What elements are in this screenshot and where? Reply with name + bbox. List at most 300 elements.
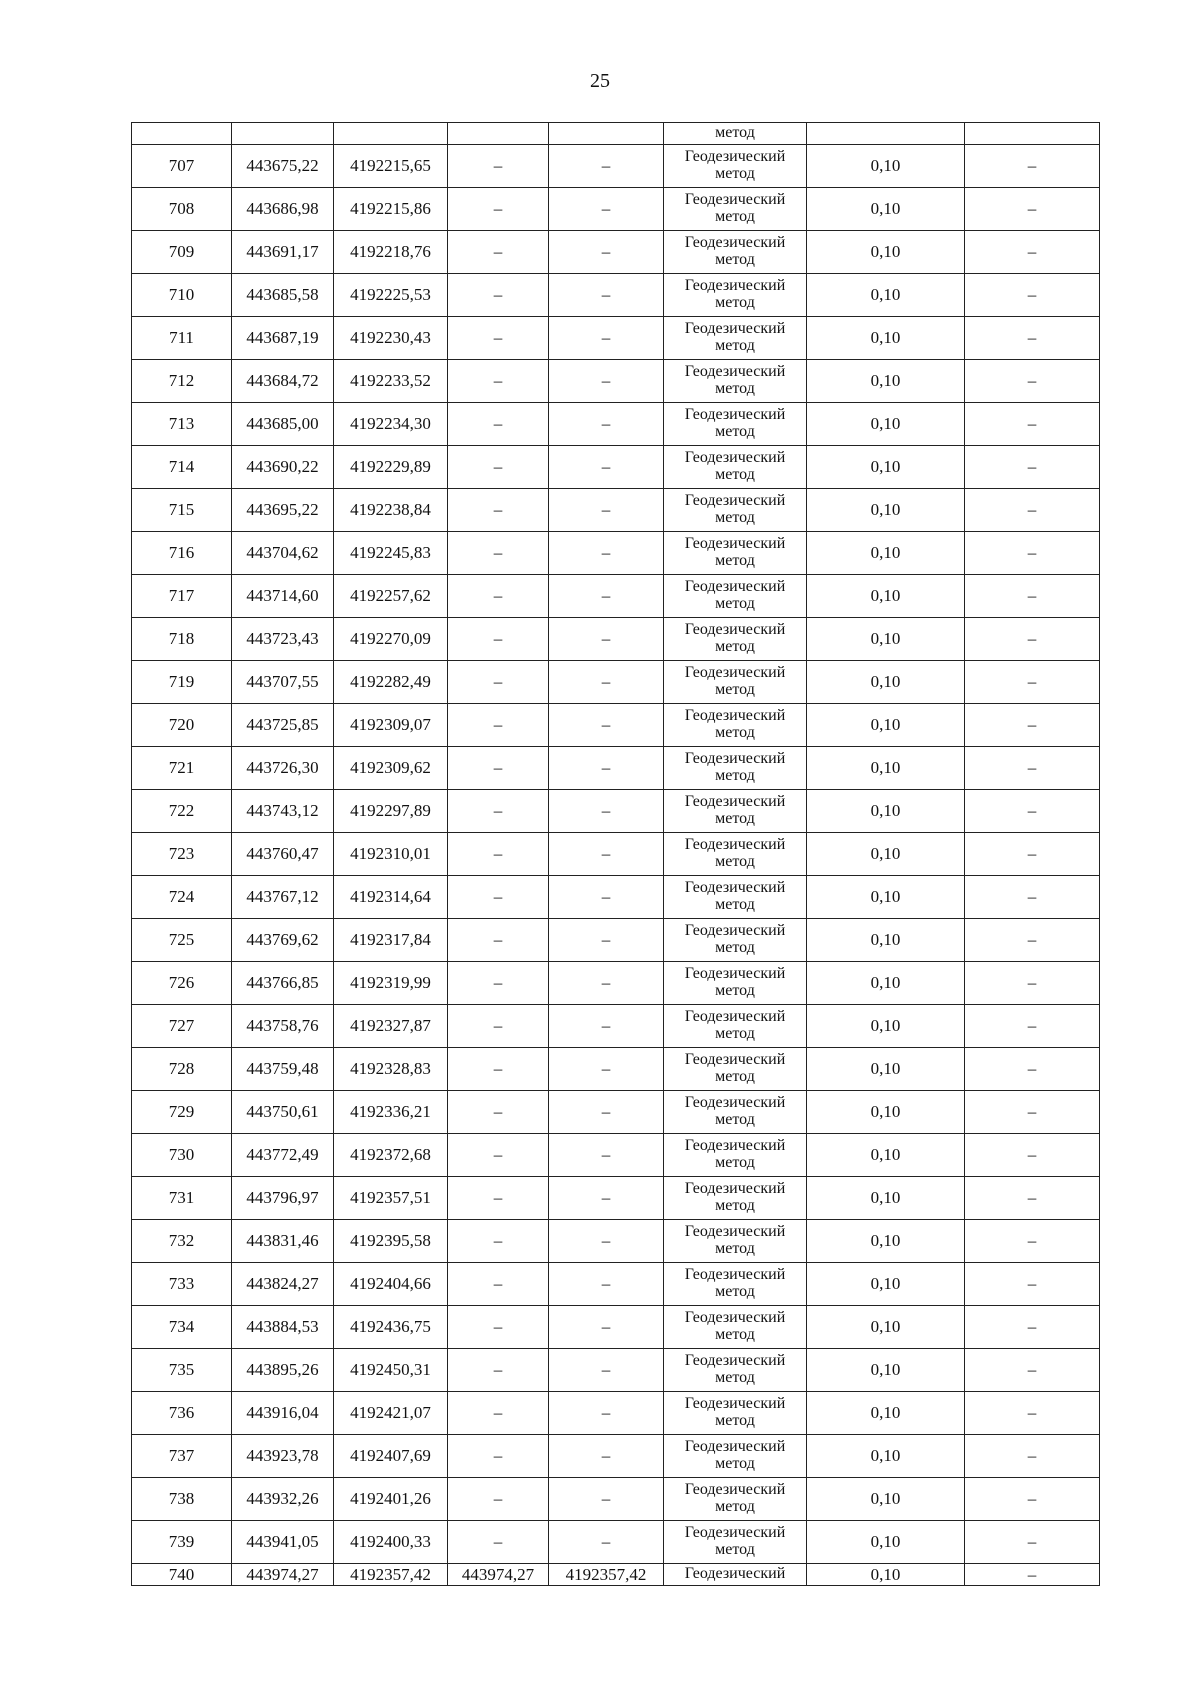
- accuracy-cell: 0,10: [807, 1478, 965, 1521]
- y-coordinate-cell: 4192314,64: [334, 876, 448, 919]
- accuracy-cell: 0,10: [807, 360, 965, 403]
- y2-coordinate-cell: –: [549, 962, 664, 1005]
- y2-coordinate-cell: –: [549, 1349, 664, 1392]
- accuracy-cell: 0,10: [807, 489, 965, 532]
- y2-coordinate-cell: –: [549, 1521, 664, 1564]
- method-cell: Геодезический метод: [664, 1220, 807, 1263]
- x2-coordinate-cell: –: [448, 360, 549, 403]
- note-cell: –: [965, 274, 1100, 317]
- x2-coordinate-cell: –: [448, 790, 549, 833]
- y-coordinate-cell: 4192297,89: [334, 790, 448, 833]
- note-cell: –: [965, 1306, 1100, 1349]
- method-cell: Геодезический метод: [664, 618, 807, 661]
- y-coordinate-cell: 4192407,69: [334, 1435, 448, 1478]
- y2-coordinate-cell: –: [549, 1005, 664, 1048]
- note-cell: –: [965, 1220, 1100, 1263]
- accuracy-cell: 0,10: [807, 833, 965, 876]
- page-number: 25: [590, 70, 610, 92]
- table-row: [132, 1177, 1100, 1220]
- point-number-cell: 736: [132, 1392, 232, 1435]
- x-coordinate-cell: 443704,62: [232, 532, 334, 575]
- accuracy-cell: 0,10: [807, 747, 965, 790]
- point-number-cell: 727: [132, 1005, 232, 1048]
- y2-coordinate-cell: –: [549, 1220, 664, 1263]
- y-coordinate-cell: 4192234,30: [334, 403, 448, 446]
- note-cell: –: [965, 790, 1100, 833]
- x2-coordinate-cell: –: [448, 1478, 549, 1521]
- accuracy-cell: 0,10: [807, 274, 965, 317]
- y-coordinate-cell: 4192450,31: [334, 1349, 448, 1392]
- accuracy-cell: 0,10: [807, 790, 965, 833]
- method-cell: Геодезический метод: [664, 1435, 807, 1478]
- method-cell: Геодезический метод: [664, 317, 807, 360]
- note-cell: –: [965, 1435, 1100, 1478]
- accuracy-cell: 0,10: [807, 1263, 965, 1306]
- table-row: [132, 188, 1100, 231]
- point-number-cell: 740: [132, 1564, 232, 1586]
- y2-coordinate-cell: –: [549, 360, 664, 403]
- y2-coordinate-cell: –: [549, 833, 664, 876]
- table-cell: [807, 123, 965, 145]
- table-row: [132, 1564, 1100, 1586]
- point-number-cell: 733: [132, 1263, 232, 1306]
- y-coordinate-cell: 4192225,53: [334, 274, 448, 317]
- point-number-cell: 714: [132, 446, 232, 489]
- x-coordinate-cell: 443767,12: [232, 876, 334, 919]
- y2-coordinate-cell: –: [549, 1048, 664, 1091]
- y-coordinate-cell: 4192327,87: [334, 1005, 448, 1048]
- y-coordinate-cell: 4192401,26: [334, 1478, 448, 1521]
- y2-coordinate-cell: –: [549, 876, 664, 919]
- accuracy-cell: 0,10: [807, 1177, 965, 1220]
- table-row: [132, 360, 1100, 403]
- table-row: [132, 403, 1100, 446]
- note-cell: –: [965, 1349, 1100, 1392]
- x-coordinate-cell: 443750,61: [232, 1091, 334, 1134]
- note-cell: –: [965, 747, 1100, 790]
- x2-coordinate-cell: –: [448, 231, 549, 274]
- point-number-cell: 709: [132, 231, 232, 274]
- point-number-cell: 738: [132, 1478, 232, 1521]
- y-coordinate-cell: 4192317,84: [334, 919, 448, 962]
- table-row: [132, 1220, 1100, 1263]
- y-coordinate-cell: 4192270,09: [334, 618, 448, 661]
- note-cell: –: [965, 1478, 1100, 1521]
- table-row: [132, 1435, 1100, 1478]
- accuracy-cell: 0,10: [807, 661, 965, 704]
- table-cell: [965, 123, 1100, 145]
- method-cell: Геодезический метод: [664, 1134, 807, 1177]
- x2-coordinate-cell: –: [448, 1048, 549, 1091]
- x2-coordinate-cell: –: [448, 575, 549, 618]
- y2-coordinate-cell: –: [549, 1478, 664, 1521]
- table-row: [132, 1478, 1100, 1521]
- y2-coordinate-cell: –: [549, 1263, 664, 1306]
- y-coordinate-cell: 4192218,76: [334, 231, 448, 274]
- method-cell: Геодезический метод: [664, 446, 807, 489]
- table-body: [132, 123, 1100, 1586]
- y2-coordinate-cell: –: [549, 1177, 664, 1220]
- x2-coordinate-cell: –: [448, 661, 549, 704]
- table-row: [132, 1392, 1100, 1435]
- point-number-cell: 708: [132, 188, 232, 231]
- x2-coordinate-cell: –: [448, 1349, 549, 1392]
- method-cell: метод: [664, 123, 807, 145]
- point-number-cell: 717: [132, 575, 232, 618]
- table-row: [132, 704, 1100, 747]
- point-number-cell: 723: [132, 833, 232, 876]
- method-cell: Геодезический метод: [664, 575, 807, 618]
- x-coordinate-cell: 443884,53: [232, 1306, 334, 1349]
- note-cell: –: [965, 1564, 1100, 1586]
- note-cell: –: [965, 1091, 1100, 1134]
- x-coordinate-cell: 443723,43: [232, 618, 334, 661]
- method-cell: Геодезический метод: [664, 1349, 807, 1392]
- x-coordinate-cell: 443714,60: [232, 575, 334, 618]
- y2-coordinate-cell: –: [549, 188, 664, 231]
- accuracy-cell: 0,10: [807, 317, 965, 360]
- accuracy-cell: 0,10: [807, 575, 965, 618]
- y2-coordinate-cell: –: [549, 1134, 664, 1177]
- point-number-cell: 737: [132, 1435, 232, 1478]
- x2-coordinate-cell: –: [448, 532, 549, 575]
- y-coordinate-cell: 4192215,86: [334, 188, 448, 231]
- table-cell: [232, 123, 334, 145]
- method-cell: Геодезический метод: [664, 876, 807, 919]
- method-cell: Геодезический метод: [664, 1306, 807, 1349]
- x2-coordinate-cell: –: [448, 1435, 549, 1478]
- y2-coordinate-cell: –: [549, 446, 664, 489]
- point-number-cell: 739: [132, 1521, 232, 1564]
- note-cell: –: [965, 188, 1100, 231]
- table-row: [132, 1263, 1100, 1306]
- y2-coordinate-cell: –: [549, 1392, 664, 1435]
- note-cell: –: [965, 833, 1100, 876]
- x-coordinate-cell: 443707,55: [232, 661, 334, 704]
- note-cell: –: [965, 145, 1100, 188]
- table-row: [132, 532, 1100, 575]
- method-cell: Геодезический метод: [664, 1177, 807, 1220]
- table-row: [132, 747, 1100, 790]
- y-coordinate-cell: 4192421,07: [334, 1392, 448, 1435]
- accuracy-cell: 0,10: [807, 1134, 965, 1177]
- y2-coordinate-cell: –: [549, 661, 664, 704]
- point-number-cell: 734: [132, 1306, 232, 1349]
- note-cell: –: [965, 1392, 1100, 1435]
- table-row: [132, 274, 1100, 317]
- x-coordinate-cell: 443695,22: [232, 489, 334, 532]
- y2-coordinate-cell: –: [549, 403, 664, 446]
- note-cell: –: [965, 876, 1100, 919]
- accuracy-cell: 0,10: [807, 1048, 965, 1091]
- coordinates-table: [131, 122, 1100, 1586]
- note-cell: –: [965, 446, 1100, 489]
- y-coordinate-cell: 4192400,33: [334, 1521, 448, 1564]
- method-cell: Геодезический метод: [664, 274, 807, 317]
- y-coordinate-cell: 4192357,42: [334, 1564, 448, 1586]
- x2-coordinate-cell: –: [448, 1220, 549, 1263]
- y2-coordinate-cell: –: [549, 1091, 664, 1134]
- x2-coordinate-cell: –: [448, 1521, 549, 1564]
- note-cell: –: [965, 1005, 1100, 1048]
- accuracy-cell: 0,10: [807, 231, 965, 274]
- table-row: [132, 1048, 1100, 1091]
- table-row: [132, 317, 1100, 360]
- table-row: [132, 1349, 1100, 1392]
- y2-coordinate-cell: –: [549, 1306, 664, 1349]
- y2-coordinate-cell: –: [549, 618, 664, 661]
- accuracy-cell: 0,10: [807, 1435, 965, 1478]
- method-cell: Геодезический метод: [664, 1091, 807, 1134]
- accuracy-cell: 0,10: [807, 704, 965, 747]
- y-coordinate-cell: 4192229,89: [334, 446, 448, 489]
- point-number-cell: 728: [132, 1048, 232, 1091]
- x-coordinate-cell: 443726,30: [232, 747, 334, 790]
- point-number-cell: 719: [132, 661, 232, 704]
- x2-coordinate-cell: –: [448, 919, 549, 962]
- x2-coordinate-cell: –: [448, 618, 549, 661]
- y-coordinate-cell: 4192245,83: [334, 532, 448, 575]
- table-row: [132, 1306, 1100, 1349]
- y2-coordinate-cell: –: [549, 317, 664, 360]
- method-cell: Геодезический метод: [664, 532, 807, 575]
- table-row: [132, 231, 1100, 274]
- x-coordinate-cell: 443772,49: [232, 1134, 334, 1177]
- point-number-cell: 726: [132, 962, 232, 1005]
- y-coordinate-cell: 4192282,49: [334, 661, 448, 704]
- table-row: [132, 833, 1100, 876]
- x2-coordinate-cell: 443974,27: [448, 1564, 549, 1586]
- x2-coordinate-cell: –: [448, 876, 549, 919]
- y-coordinate-cell: 4192310,01: [334, 833, 448, 876]
- y2-coordinate-cell: –: [549, 274, 664, 317]
- note-cell: –: [965, 919, 1100, 962]
- x2-coordinate-cell: –: [448, 317, 549, 360]
- table-row: [132, 790, 1100, 833]
- table-row: [132, 489, 1100, 532]
- y-coordinate-cell: 4192238,84: [334, 489, 448, 532]
- x-coordinate-cell: 443923,78: [232, 1435, 334, 1478]
- x2-coordinate-cell: –: [448, 1091, 549, 1134]
- table-cell: [132, 123, 232, 145]
- method-cell: Геодезический метод: [664, 747, 807, 790]
- x2-coordinate-cell: –: [448, 1263, 549, 1306]
- point-number-cell: 732: [132, 1220, 232, 1263]
- y-coordinate-cell: 4192328,83: [334, 1048, 448, 1091]
- method-cell: Геодезический метод: [664, 231, 807, 274]
- x-coordinate-cell: 443766,85: [232, 962, 334, 1005]
- x2-coordinate-cell: –: [448, 1005, 549, 1048]
- method-cell: Геодезический метод: [664, 790, 807, 833]
- x-coordinate-cell: 443675,22: [232, 145, 334, 188]
- table-cell: [549, 123, 664, 145]
- x2-coordinate-cell: –: [448, 403, 549, 446]
- x-coordinate-cell: 443796,97: [232, 1177, 334, 1220]
- point-number-cell: 725: [132, 919, 232, 962]
- note-cell: –: [965, 1177, 1100, 1220]
- table-cell: [448, 123, 549, 145]
- x2-coordinate-cell: –: [448, 1306, 549, 1349]
- note-cell: –: [965, 317, 1100, 360]
- x2-coordinate-cell: –: [448, 188, 549, 231]
- point-number-cell: 715: [132, 489, 232, 532]
- point-number-cell: 712: [132, 360, 232, 403]
- accuracy-cell: 0,10: [807, 1091, 965, 1134]
- note-cell: –: [965, 532, 1100, 575]
- note-cell: –: [965, 489, 1100, 532]
- x2-coordinate-cell: –: [448, 1392, 549, 1435]
- method-cell: Геодезический метод: [664, 145, 807, 188]
- note-cell: –: [965, 1521, 1100, 1564]
- accuracy-cell: 0,10: [807, 446, 965, 489]
- method-cell: Геодезический метод: [664, 489, 807, 532]
- table-row: [132, 876, 1100, 919]
- y-coordinate-cell: 4192309,62: [334, 747, 448, 790]
- y-coordinate-cell: 4192230,43: [334, 317, 448, 360]
- y-coordinate-cell: 4192319,99: [334, 962, 448, 1005]
- method-cell: Геодезический метод: [664, 1048, 807, 1091]
- y-coordinate-cell: 4192309,07: [334, 704, 448, 747]
- y2-coordinate-cell: –: [549, 145, 664, 188]
- x2-coordinate-cell: –: [448, 489, 549, 532]
- y2-coordinate-cell: –: [549, 575, 664, 618]
- y2-coordinate-cell: –: [549, 532, 664, 575]
- x2-coordinate-cell: –: [448, 274, 549, 317]
- method-cell: Геодезический метод: [664, 1005, 807, 1048]
- method-cell: Геодезический метод: [664, 188, 807, 231]
- point-number-cell: 707: [132, 145, 232, 188]
- note-cell: –: [965, 403, 1100, 446]
- method-cell: Геодезический метод: [664, 661, 807, 704]
- y2-coordinate-cell: –: [549, 489, 664, 532]
- x2-coordinate-cell: –: [448, 704, 549, 747]
- point-number-cell: 724: [132, 876, 232, 919]
- x2-coordinate-cell: –: [448, 1134, 549, 1177]
- point-number-cell: 730: [132, 1134, 232, 1177]
- x-coordinate-cell: 443769,62: [232, 919, 334, 962]
- y-coordinate-cell: 4192357,51: [334, 1177, 448, 1220]
- table-row: [132, 1521, 1100, 1564]
- method-cell: Геодезический метод: [664, 833, 807, 876]
- x2-coordinate-cell: –: [448, 145, 549, 188]
- y2-coordinate-cell: –: [549, 919, 664, 962]
- point-number-cell: 729: [132, 1091, 232, 1134]
- point-number-cell: 716: [132, 532, 232, 575]
- method-cell: Геодезический метод: [664, 962, 807, 1005]
- accuracy-cell: 0,10: [807, 876, 965, 919]
- accuracy-cell: 0,10: [807, 919, 965, 962]
- x-coordinate-cell: 443690,22: [232, 446, 334, 489]
- y-coordinate-cell: 4192404,66: [334, 1263, 448, 1306]
- accuracy-cell: 0,10: [807, 962, 965, 1005]
- accuracy-cell: 0,10: [807, 1349, 965, 1392]
- note-cell: –: [965, 1263, 1100, 1306]
- x2-coordinate-cell: –: [448, 747, 549, 790]
- y2-coordinate-cell: 4192357,42: [549, 1564, 664, 1586]
- note-cell: –: [965, 575, 1100, 618]
- method-cell: Геодезический метод: [664, 1521, 807, 1564]
- note-cell: –: [965, 1134, 1100, 1177]
- accuracy-cell: 0,10: [807, 1220, 965, 1263]
- accuracy-cell: 0,10: [807, 1564, 965, 1586]
- y-coordinate-cell: 4192436,75: [334, 1306, 448, 1349]
- accuracy-cell: 0,10: [807, 1306, 965, 1349]
- method-cell: Геодезический метод: [664, 704, 807, 747]
- x-coordinate-cell: 443916,04: [232, 1392, 334, 1435]
- accuracy-cell: 0,10: [807, 403, 965, 446]
- note-cell: –: [965, 704, 1100, 747]
- x2-coordinate-cell: –: [448, 962, 549, 1005]
- x-coordinate-cell: 443685,58: [232, 274, 334, 317]
- x-coordinate-cell: 443685,00: [232, 403, 334, 446]
- method-cell: Геодезический метод: [664, 919, 807, 962]
- x-coordinate-cell: 443895,26: [232, 1349, 334, 1392]
- x-coordinate-cell: 443974,27: [232, 1564, 334, 1586]
- x2-coordinate-cell: –: [448, 833, 549, 876]
- method-cell: Геодезический метод: [664, 1392, 807, 1435]
- method-cell: Геодезический метод: [664, 1263, 807, 1306]
- y2-coordinate-cell: –: [549, 231, 664, 274]
- y-coordinate-cell: 4192372,68: [334, 1134, 448, 1177]
- y2-coordinate-cell: –: [549, 747, 664, 790]
- x-coordinate-cell: 443831,46: [232, 1220, 334, 1263]
- accuracy-cell: 0,10: [807, 145, 965, 188]
- table-cell: [334, 123, 448, 145]
- x-coordinate-cell: 443758,76: [232, 1005, 334, 1048]
- point-number-cell: 735: [132, 1349, 232, 1392]
- y-coordinate-cell: 4192215,65: [334, 145, 448, 188]
- note-cell: –: [965, 360, 1100, 403]
- accuracy-cell: 0,10: [807, 532, 965, 575]
- y-coordinate-cell: 4192336,21: [334, 1091, 448, 1134]
- x2-coordinate-cell: –: [448, 1177, 549, 1220]
- point-number-cell: 718: [132, 618, 232, 661]
- x-coordinate-cell: 443684,72: [232, 360, 334, 403]
- point-number-cell: 711: [132, 317, 232, 360]
- x2-coordinate-cell: –: [448, 446, 549, 489]
- table-row: [132, 145, 1100, 188]
- method-cell: Геодезический: [664, 1564, 807, 1586]
- table-row: [132, 919, 1100, 962]
- method-cell: Геодезический метод: [664, 360, 807, 403]
- y2-coordinate-cell: –: [549, 790, 664, 833]
- table-row: [132, 446, 1100, 489]
- x-coordinate-cell: 443941,05: [232, 1521, 334, 1564]
- note-cell: –: [965, 231, 1100, 274]
- point-number-cell: 722: [132, 790, 232, 833]
- accuracy-cell: 0,10: [807, 1392, 965, 1435]
- y-coordinate-cell: 4192233,52: [334, 360, 448, 403]
- table-row: [132, 1091, 1100, 1134]
- x-coordinate-cell: 443691,17: [232, 231, 334, 274]
- point-number-cell: 713: [132, 403, 232, 446]
- point-number-cell: 721: [132, 747, 232, 790]
- point-number-cell: 710: [132, 274, 232, 317]
- y2-coordinate-cell: –: [549, 1435, 664, 1478]
- accuracy-cell: 0,10: [807, 1005, 965, 1048]
- note-cell: –: [965, 1048, 1100, 1091]
- continuation-row: [132, 123, 1100, 145]
- method-cell: Геодезический метод: [664, 403, 807, 446]
- accuracy-cell: 0,10: [807, 1521, 965, 1564]
- note-cell: –: [965, 962, 1100, 1005]
- x-coordinate-cell: 443743,12: [232, 790, 334, 833]
- accuracy-cell: 0,10: [807, 188, 965, 231]
- x-coordinate-cell: 443687,19: [232, 317, 334, 360]
- note-cell: –: [965, 661, 1100, 704]
- table-row: [132, 962, 1100, 1005]
- table-row: [132, 1134, 1100, 1177]
